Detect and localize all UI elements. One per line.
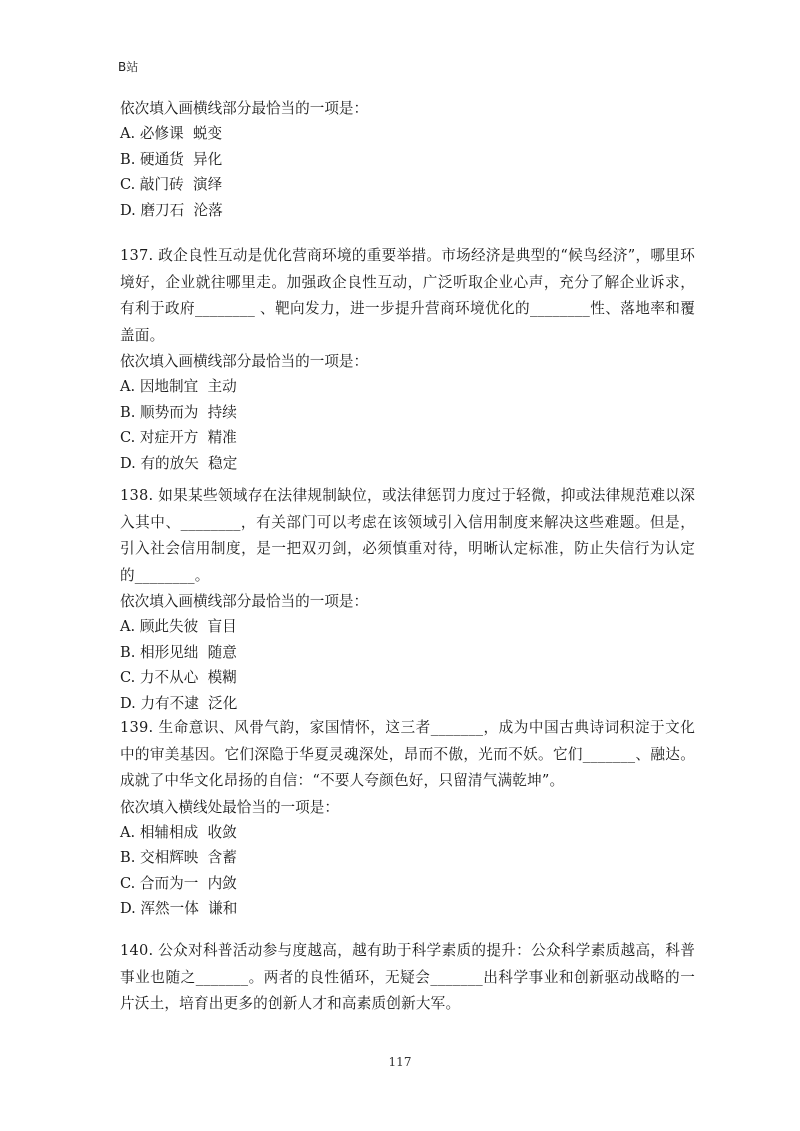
option-list bbox=[120, 614, 695, 716]
question-139 bbox=[120, 715, 695, 922]
question-137 bbox=[120, 243, 695, 476]
question-prompt: 依次填入画横线部分最恰当的一项是： bbox=[120, 593, 369, 610]
option-list bbox=[120, 121, 695, 223]
option-list bbox=[120, 374, 695, 476]
option-d: D. 浑然一体 谦和 bbox=[120, 900, 238, 917]
option-a: A. 因地制宜 主动 bbox=[120, 378, 237, 395]
option-c: C. 敲门砖 演绎 bbox=[120, 176, 223, 193]
question-140 bbox=[120, 938, 695, 1018]
question-stem: 138. 如果某些领域存在法律规制缺位，或法律惩罚力度过于轻微，抑或法律规范难以深入其中、________，有关部门可以考虑在该领域引入信用制度来解决这些难题。但是，引入社会信用制度，是一把双刃剑，必须慎重对待，明晰认定标准，防止失信行为认定的________。 bbox=[120, 487, 695, 584]
question-prompt: 依次填入画横线部分最恰当的一项是： bbox=[120, 100, 369, 117]
option-c: C. 合而为一 内敛 bbox=[120, 874, 237, 892]
question-prompt: 依次填入横线处最恰当的一项是： bbox=[120, 798, 339, 816]
question-138 bbox=[120, 483, 695, 716]
option-a: A. 顾此失彼 盲目 bbox=[120, 618, 237, 635]
question-stem: 137. 政企良性互动是优化营商环境的重要举措。市场经济是典型的“候鸟经济”，哪里环境好，企业就往哪里走。加强政企良性互动，广泛听取企业心声，充分了解企业诉求，有利于政府________ 、靶向发力，进一步提升营商环境优化的________性、落地率和覆盖面。 bbox=[120, 247, 695, 344]
question-prompt: 依次填入画横线部分最恰当的一项是： bbox=[120, 353, 369, 370]
option-d: D. 力有不逮 泛化 bbox=[120, 694, 238, 712]
option-b: B. 硬通货 异化 bbox=[120, 150, 223, 168]
option-b: B. 交相辉映 含蓄 bbox=[120, 849, 237, 866]
option-c: C. 对症开方 精准 bbox=[120, 429, 237, 446]
option-c: C. 力不从心 模糊 bbox=[120, 669, 237, 686]
page-number: 117 bbox=[388, 1055, 412, 1069]
question-stem: 140. 公众对科普活动参与度越高，越有助于科学素质的提升：公众科学素质越高，科普事业也随之_______。两者的良性循环，无疑会_______出科学事业和创新驱动战略的一片沃土，培育出更多的创新人才和高素质创新大军。 bbox=[120, 942, 695, 1012]
question-stem: 139. 生命意识、风骨气韵，家国情怀，这三者_______，成为中国古典诗词积淀于文化中的审美基因。它们深隐于华夏灵魂深处，昂而不傲，光而不妖。它们_______、融达。成就了中华文化昂扬的自信：“不要人夸颜色好，只留清气满乾坤”。 bbox=[120, 719, 695, 789]
option-b: B. 顺势而为 持续 bbox=[120, 403, 237, 421]
option-b: B. 相形见绌 随意 bbox=[120, 643, 237, 661]
header-mark: B站 bbox=[118, 60, 139, 74]
option-list bbox=[120, 820, 695, 922]
question-136-tail bbox=[120, 96, 695, 223]
option-d: D. 有的放矢 稳定 bbox=[120, 454, 238, 472]
option-a: A. 必修课 蜕变 bbox=[120, 125, 223, 142]
option-d: D. 磨刀石 沦落 bbox=[120, 201, 223, 219]
option-a: A. 相辅相成 收敛 bbox=[120, 823, 237, 841]
